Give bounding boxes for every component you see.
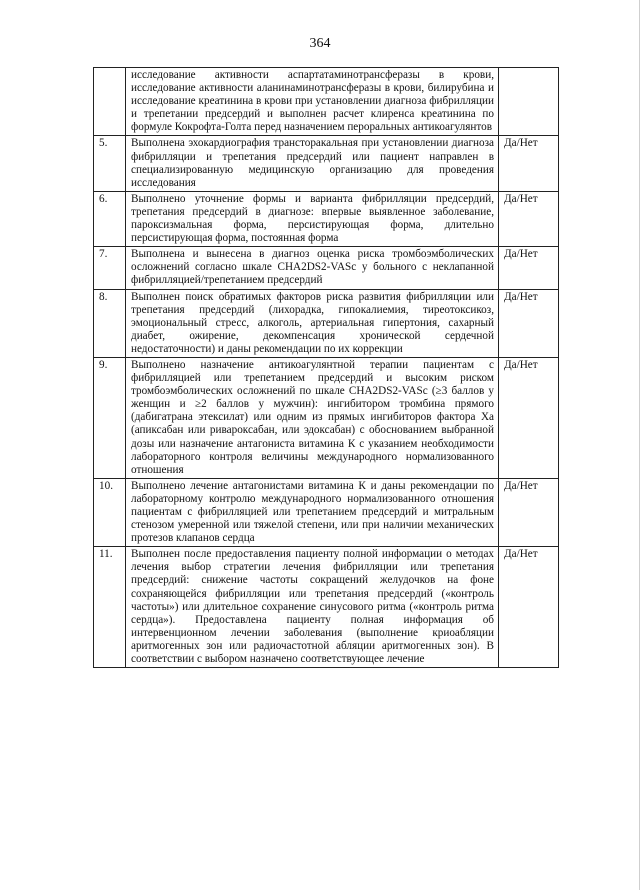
criteria-table	[93, 67, 559, 668]
row-number: 6.	[94, 191, 126, 246]
answer-cell: Да/Нет	[499, 357, 559, 478]
criterion-text: исследование активности аспартатаминотрансферазы в крови, исследование активности аланинаминотрансферазы в крови, билирубина и исследование креатинина в крови при установлении диагноза фибрилляции и трепетании предсердий и выполнен расчет клиренса креатинина по формуле Кокрофта-Голта перед назначением пероральных антикоагулянтов	[126, 68, 499, 136]
row-number	[94, 68, 126, 136]
answer-cell: Да/Нет	[499, 247, 559, 289]
row-number: 11.	[94, 547, 126, 668]
answer-cell	[499, 68, 559, 136]
table-row	[94, 136, 559, 191]
criterion-text: Выполнено назначение антикоагулянтной терапии пациентам с фибрилляцией или трепетанием предсердий и высоким риском тромбоэмболических осложнений по шкале CHA2DS2-VASc (≥3 баллов у женщин и ≥2 баллов у мужчин): ингибитором тромбина прямого (дабигатрана этексилат) или одним из прямых ингибиторов фактора Ха (апиксабан или ривароксабан, или эдоксабан) с обоснованием выбранной дозы или назначение антагониста витамина К с указанием необходимости лабораторного контроля величины международного нормализованного отношения	[126, 357, 499, 478]
page-number: 364	[309, 36, 331, 51]
table-row	[94, 478, 559, 546]
row-number: 10.	[94, 478, 126, 546]
row-number: 7.	[94, 247, 126, 289]
answer-cell: Да/Нет	[499, 136, 559, 191]
criterion-text: Выполнено лечение антагонистами витамина К и даны рекомендации по лабораторному контролю международного нормализованного отношения пациентам с фибрилляцией или трепетанием предсердий и митральным стенозом умеренной или тяжелой степени, или при наличии механических протезов клапанов сердца	[126, 478, 499, 546]
row-number: 9.	[94, 357, 126, 478]
table-row	[94, 289, 559, 357]
criterion-text: Выполнена эхокардиография трансторакальная при установлении диагноза фибрилляции и трепетания предсердий или пациент направлен в специализированную медицинскую организацию для проведения исследования	[126, 136, 499, 191]
table-row	[94, 191, 559, 246]
answer-cell: Да/Нет	[499, 547, 559, 668]
criterion-text: Выполнено уточнение формы и варианта фибрилляции предсердий, трепетания предсердий в диагнозе: впервые выявленное заболевание, пароксизмальная форма, персистирующая форма, длительно персистирующая форма, постоянная форма	[126, 191, 499, 246]
answer-cell: Да/Нет	[499, 191, 559, 246]
criterion-text: Выполнен после предоставления пациенту полной информации о методах лечения выбор стратегии лечения фибрилляции или трепетания предсердий: снижение частоты сокращений желудочков на фоне сохраняющейся фибрилляции или трепетания предсердий («контроль частоты») или длительное сохранение синусового ритма («контроль ритма сердца»). Предоставлена пациенту полная информация об интервенционном лечении заболевания (выполнение криоабляции аритмогенных зон или радиочастотной абляции аритмогенных зон). В соответствии с выбором назначено соответствующее лечение	[126, 547, 499, 668]
row-number: 5.	[94, 136, 126, 191]
answer-cell: Да/Нет	[499, 478, 559, 546]
table-row	[94, 357, 559, 478]
table-row	[94, 247, 559, 289]
criterion-text: Выполнена и вынесена в диагноз оценка риска тромбоэмболических осложнений согласно шкале CHA2DS2-VASc у больного с неклапанной фибрилляцией/трепетанием предсердий	[126, 247, 499, 289]
row-number: 8.	[94, 289, 126, 357]
answer-cell: Да/Нет	[499, 289, 559, 357]
criteria-table-body	[94, 68, 559, 668]
criterion-text: Выполнен поиск обратимых факторов риска развития фибрилляции или трепетания предсердий (лихорадка, гипокалиемия, тиреотоксикоз, эмоциональный стресс, алкоголь, артериальная гипертония, сахарный диабет, ожирение, декомпенсация хронической сердечной недостаточности) и даны рекомендации по их коррекции	[126, 289, 499, 357]
table-row	[94, 547, 559, 668]
table-row	[94, 68, 559, 136]
